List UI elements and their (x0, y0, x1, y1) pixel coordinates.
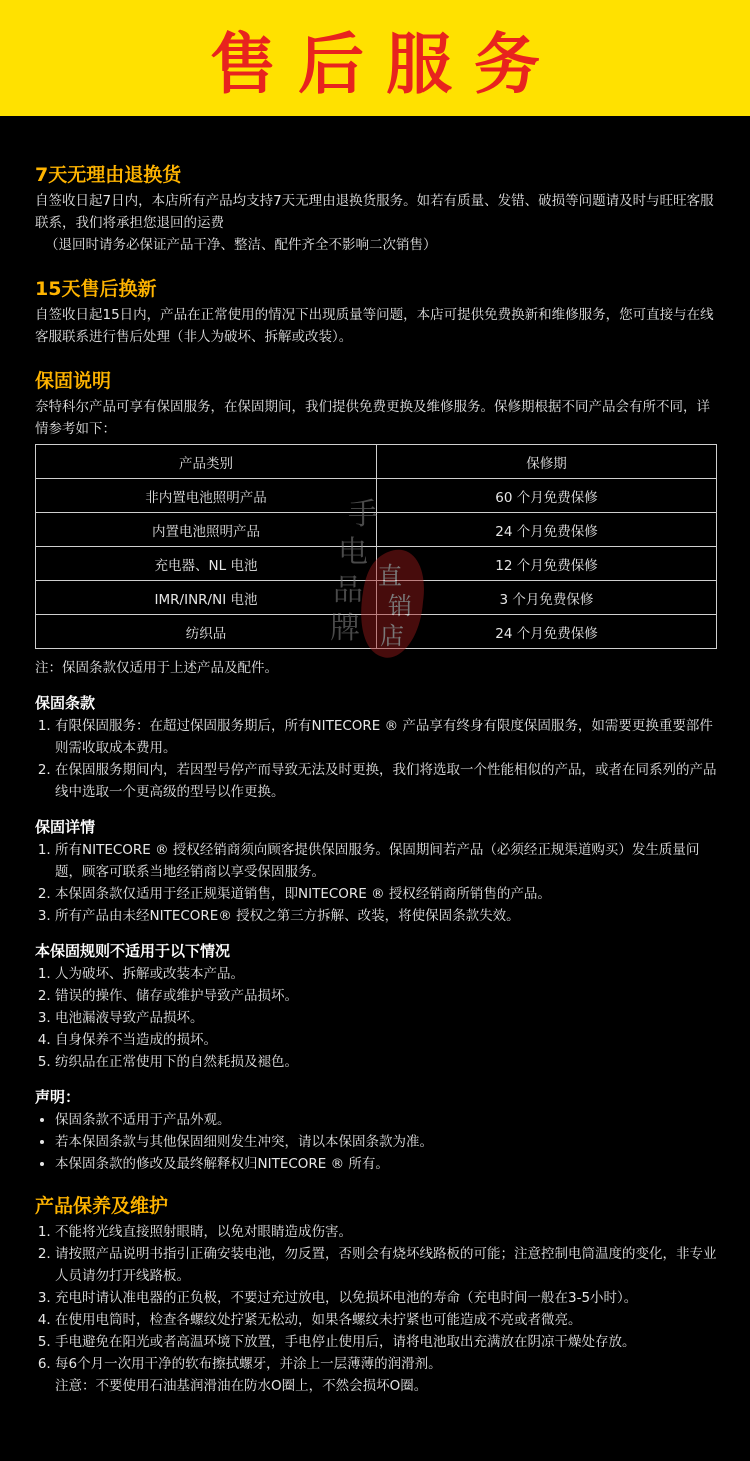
table-cell: 充电器、NL 电池 (36, 547, 377, 581)
table-cell: 60 个月免费保修 (377, 479, 717, 513)
list-item: 1. 所有NITECORE ® 授权经销商须向顾客提供保固服务。保固期间若产品（必须经正规渠道购买）发生质量问题，顾客可联系当地经销商以享受保固服务。 (55, 839, 717, 883)
section-text: 自签收日起15日内，产品在正常使用的情况下出现质量等问题，本店可提供免费换新和维修服务，您可直接与在线客服联系进行售后处理（非人为破坏、拆解或改装）。 (35, 307, 714, 345)
table-header-row (36, 445, 717, 479)
terms-list (35, 715, 717, 803)
details-list (35, 839, 717, 927)
section-heading: 15天售后换新 (35, 278, 157, 300)
section-details (35, 815, 717, 927)
list-item: 2. 请按照产品说明书指引正确安装电池，勿反置，否则会有烧坏线路板的可能；注意控制电筒温度的变化，非专业人员请勿打开线路板。 (55, 1243, 717, 1287)
section-heading: 产品保养及维护 (35, 1195, 169, 1217)
list-item: 2. 在保固服务期间内，若因型号停产而导致无法及时更换，我们将选取一个性能相似的产品，或者在同系列的产品线中选取一个更高级的型号以作更换。 (55, 759, 717, 803)
watermark-char: 品 (333, 573, 363, 608)
column-header: 产品类别 (36, 445, 377, 479)
list-item: 2. 本保固条款仅适用于经正规渠道销售，即NITECORE ® 授权经销商所销售的产品。 (55, 883, 717, 905)
section-terms (35, 691, 717, 803)
page-title: 售后服务 (210, 25, 562, 103)
watermark-char: 牌 (330, 611, 360, 646)
section-heading: 本保固规则不适用于以下情况 (35, 942, 231, 960)
table-cell: 24 个月免费保修 (377, 615, 717, 649)
section-statement (35, 1085, 717, 1175)
section-heading: 7天无理由退换货 (35, 164, 182, 186)
section-text: 自签收日起7日内，本店所有产品均支持7天无理由退换货服务。如若有质量、发错、破损等问题请及时与旺旺客服联系，我们将承担您退回的运费 (35, 193, 714, 231)
list-item: 5. 手电避免在阳光或者高温环境下放置，手电停止使用后，请将电池取出充满放在阴凉干燥处存放。 (55, 1331, 717, 1353)
list-item: • 若本保固条款与其他保固细则发生冲突，请以本保固条款为准。 (55, 1131, 717, 1153)
list-item: 1. 人为破坏、拆解或改装本产品。 (55, 963, 717, 985)
watermark-char: 店 (380, 622, 404, 650)
section-care (35, 1191, 717, 1397)
column-header: 保修期 (377, 445, 717, 479)
section-note: （退回时请务必保证产品干净、整洁、配件齐全不影响二次销售） (45, 237, 437, 253)
section-heading: 保固说明 (35, 370, 112, 392)
title-banner (0, 0, 750, 116)
section-7day-return (35, 160, 717, 256)
section-heading: 保固详情 (35, 818, 96, 836)
statement-list (35, 1109, 717, 1175)
table-cell: 3 个月免费保修 (377, 581, 717, 615)
list-item: 4. 自身保养不当造成的损坏。 (55, 1029, 717, 1051)
table-cell: 24 个月免费保修 (377, 513, 717, 547)
list-item: 1. 不能将光线直接照射眼睛，以免对眼睛造成伤害。 (55, 1221, 717, 1243)
section-exclusions (35, 939, 717, 1073)
list-item: 3. 电池漏液导致产品损坏。 (55, 1007, 717, 1029)
content (35, 160, 717, 1415)
list-item: 5. 纺织品在正常使用下的自然耗损及褪色。 (55, 1051, 717, 1073)
section-heading: 保固条款 (35, 694, 96, 712)
list-item: 2. 错误的操作、储存或维护导致产品损坏。 (55, 985, 717, 1007)
care-list (35, 1221, 717, 1375)
watermark-char: 电 (338, 535, 368, 570)
list-item: 3. 充电时请认准电器的正负极，不要过充过放电，以免损坏电池的寿命（充电时间一般在3-5小时）。 (55, 1287, 717, 1309)
watermark-char: 手 (348, 497, 378, 532)
list-item: 1. 有限保固服务：在超过保固服务期后，所有NITECORE ® 产品享有终身有限度保固服务，如需要更换重要部件则需收取成本费用。 (55, 715, 717, 759)
section-15day-exchange (35, 274, 717, 348)
table-footnote: 注：保固条款仅适用于上述产品及配件。 (35, 660, 278, 676)
table-cell: IMR/INR/NI 电池 (36, 581, 377, 615)
table-cell: 内置电池照明产品 (36, 513, 377, 547)
table-cell: 非内置电池照明产品 (36, 479, 377, 513)
exclusions-list (35, 963, 717, 1073)
list-item: 6. 每6个月一次用干净的软布擦拭螺牙，并涂上一层薄薄的润滑剂。 (55, 1353, 717, 1375)
list-item: 4. 在使用电筒时，检查各螺纹处拧紧无松动，如果各螺纹未拧紧也可能造成不亮或者微亮。 (55, 1309, 717, 1331)
table-cell: 纺织品 (36, 615, 377, 649)
list-item: • 保固条款不适用于产品外观。 (55, 1109, 717, 1131)
section-heading: 声明： (35, 1088, 81, 1106)
section-text: 奈特科尔产品可享有保固服务，在保固期间，我们提供免费更换及维修服务。保修期根据不同产品会有所不同，详情参考如下： (35, 399, 710, 437)
table-cell: 12 个月免费保修 (377, 547, 717, 581)
list-item: • 本保固条款的修改及最终解释权归NITECORE ® 所有。 (55, 1153, 717, 1175)
care-note: 注意：不要使用石油基润滑油在防水O圈上，不然会损坏O圈。 (55, 1378, 428, 1394)
store-watermark (318, 492, 438, 672)
list-item: 3. 所有产品由未经NITECORE® 授权之第三方拆解、改装，将使保固条款失效。 (55, 905, 717, 927)
watermark-char: 销 (388, 592, 412, 620)
watermark-char: 直 (378, 562, 402, 590)
